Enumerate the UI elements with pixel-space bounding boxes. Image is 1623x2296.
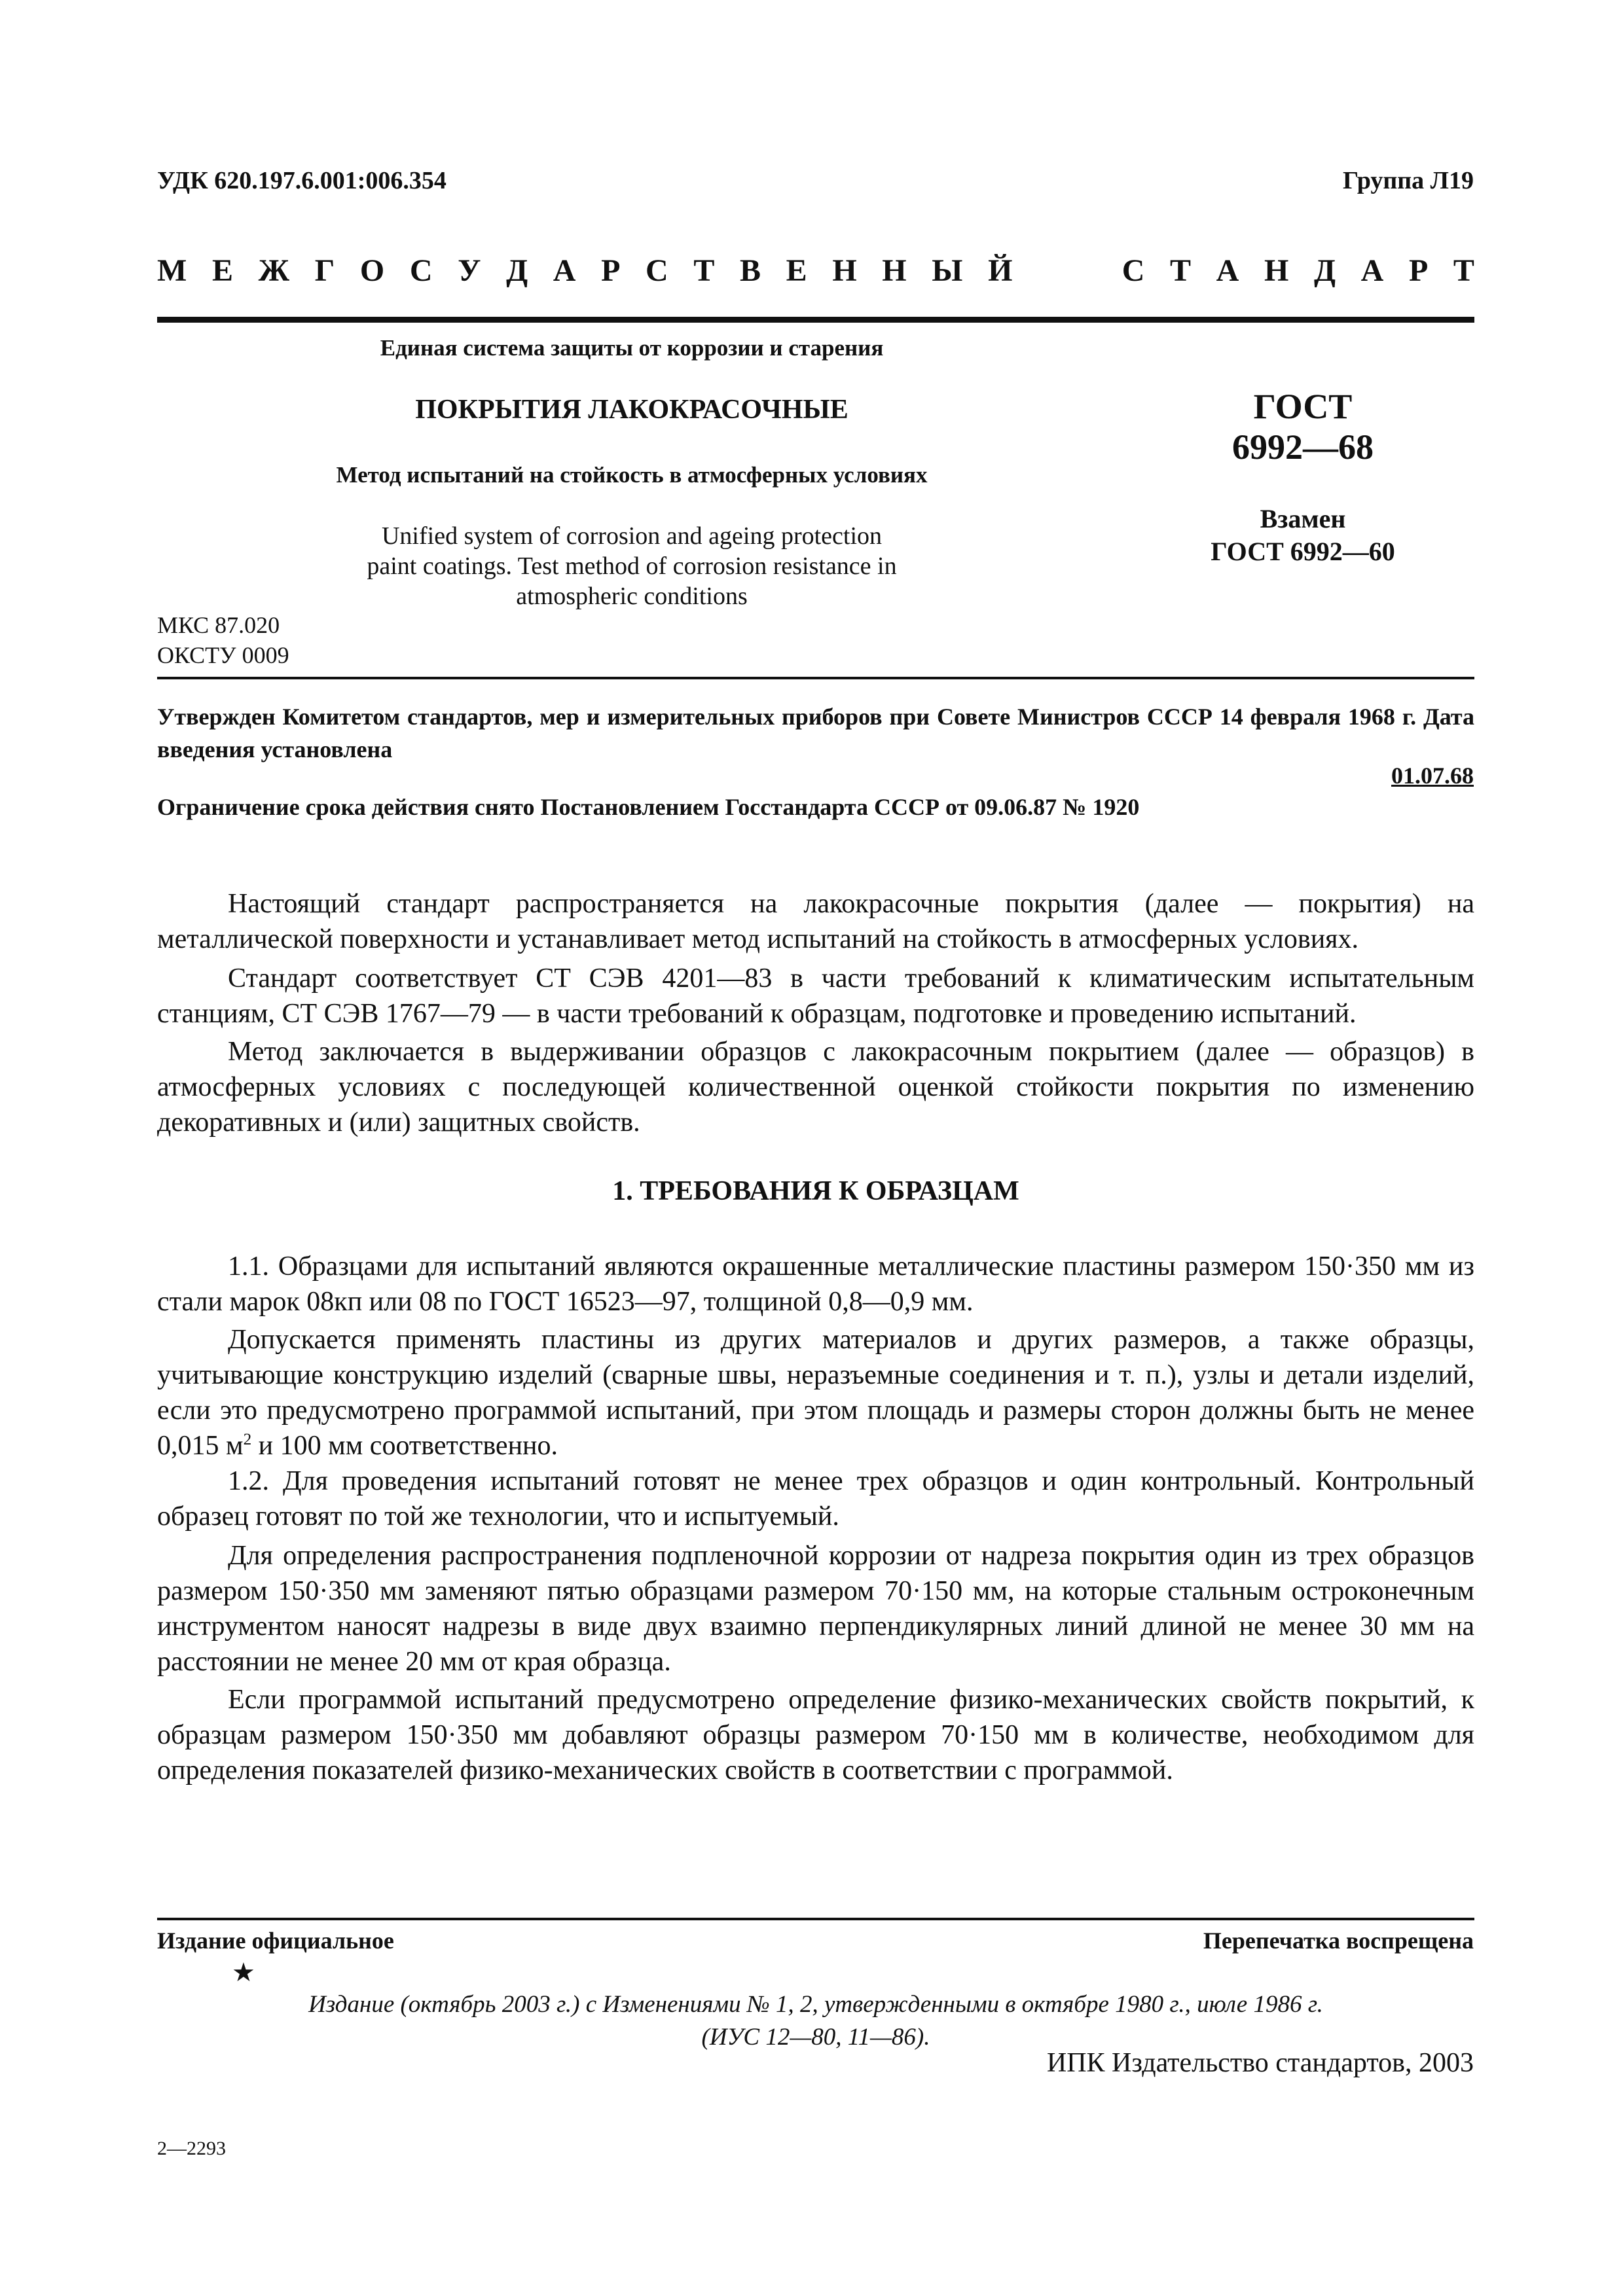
restriction-statement: Ограничение срока действия снято Постановлением Госстандарта СССР от 09.06.87 № 1920	[157, 794, 1140, 820]
banner-letter: Д	[1313, 253, 1336, 288]
banner-letter: Й	[988, 253, 1013, 288]
system-name: Единая система защиты от коррозии и старения	[380, 335, 884, 361]
document-title: ПОКРЫТИЯ ЛАКОКРАСОЧНЫЕ	[415, 395, 848, 425]
replaces-code: ГОСТ 6992—60	[1211, 537, 1395, 566]
banner-letter: Е	[786, 253, 807, 288]
gost-code: 6992—68	[1232, 427, 1374, 467]
banner-letter: Е	[211, 253, 233, 288]
english-title-line: Unified system of corrosion and ageing protection	[381, 522, 883, 550]
banner-letter: Т	[693, 253, 715, 288]
banner-letter: А	[553, 253, 576, 288]
banner-letter: Ж	[258, 253, 290, 288]
banner-letter: М	[157, 253, 187, 288]
paragraph-1-1: 1.1. Образцами для испытаний являются окрашенные металлические пластины размером 150·350 мм из стали марок 08кп или 08 по ГОСТ 16523—97, толщиной 0,8—0,9 мм.	[157, 1251, 1474, 1317]
udk-code: УДК 620.197.6.001:006.354	[157, 167, 447, 194]
banner-letter: Г	[314, 253, 335, 288]
gost-number	[1172, 386, 1434, 467]
star-icon: ★	[232, 1958, 255, 1987]
okstu-code: ОКСТУ 0009	[157, 642, 289, 668]
edition-note	[157, 1988, 1474, 2054]
replaces-block	[1172, 503, 1434, 568]
banner-letter: Д	[506, 253, 528, 288]
classification-codes	[157, 610, 289, 670]
footer-divider	[157, 1918, 1474, 1920]
paragraph-text: и 100 мм соответственно.	[251, 1431, 558, 1461]
english-title	[157, 521, 1106, 611]
gost-label: ГОСТ	[1253, 387, 1353, 426]
english-title-line: paint coatings. Test method of corrosion resistance in	[367, 552, 897, 580]
banner-letter: У	[458, 253, 481, 288]
banner-letter: Ы	[932, 253, 963, 288]
approval-statement: Утвержден Комитетом стандартов, мер и измерительных приборов при Совете Министров СССР 14 февраля 1968 г. Дата введения установлена	[157, 704, 1474, 762]
superscript: 2	[243, 1431, 252, 1448]
publisher: ИПК Издательство стандартов, 2003	[1046, 2048, 1474, 2078]
banner-letter: В	[740, 253, 761, 288]
paragraph-scope: Настоящий стандарт распространяется на лакокрасочные покрытия (далее — покрытия) на металлической поверхности и устанавливает метод испытаний на стойкость в атмосферных условиях.	[157, 889, 1474, 954]
banner-letter: С	[646, 253, 668, 288]
reprint-prohibited-label: Перепечатка воспрещена	[1203, 1928, 1474, 1954]
banner-letter: А	[1216, 253, 1239, 288]
banner-letter: О	[359, 253, 385, 288]
banner-gap	[1038, 253, 1097, 292]
edition-note-line: (ИУС 12—80, 11—86).	[701, 2024, 930, 2051]
paragraph-1-1-addendum	[157, 1322, 1474, 1463]
banner-letter: Н	[832, 253, 857, 288]
banner-letter: А	[1360, 253, 1384, 288]
banner-letter: Т	[1453, 253, 1474, 288]
mks-code: МКС 87.020	[157, 612, 280, 638]
banner-letter: С	[1122, 253, 1145, 288]
paragraph-text: Допускается применять пластины из других материалов и других размеров, а также образцы, учитывающие конструкцию изделий (сварные швы, неразъемные соединения и т. п.), узлы и детали изделий, если это предусмотрено программой испытаний, при этом площадь и размеры сторон должны быть не менее 0,015 м	[157, 1325, 1474, 1461]
banner-letter: Р	[601, 253, 621, 288]
method-subtitle: Метод испытаний на стойкость в атмосферных условиях	[336, 462, 928, 488]
introduction-date: 01.07.68	[1391, 762, 1474, 789]
paragraph-method: Метод заключается в выдерживании образцов с лакокрасочным покрытием (далее — образцов) в атмосферных условиях с последующей количественной оценкой стойкости покрытия по изменению декоративных и (или) защитных свойств.	[157, 1037, 1474, 1138]
group-code: Группа Л19	[1342, 167, 1474, 194]
interstate-standard-banner	[157, 253, 1474, 292]
section-heading: 1. ТРЕБОВАНИЯ К ОБРАЗЦАМ	[612, 1176, 1019, 1206]
banner-letter: Т	[1170, 253, 1192, 288]
banner-letter: Р	[1408, 253, 1429, 288]
print-code: 2—2293	[157, 2138, 226, 2159]
replaces-label: Взамен	[1260, 504, 1346, 533]
paragraph-1-2: 1.2. Для проведения испытаний готовят не менее трех образцов и один контрольный. Контрольный образец готовят по той же технологии, что и испытуемый.	[157, 1466, 1474, 1532]
banner-letter: С	[409, 253, 433, 288]
paragraph-compliance: Стандарт соответствует СТ СЭВ 4201—83 в части требований к климатическим испытательным станциям, СТ СЭВ 1767—79 — в части требований к образцам, подготовке и проведению испытаний.	[157, 963, 1474, 1029]
top-divider	[157, 317, 1474, 323]
banner-letter: Н	[1264, 253, 1289, 288]
paragraph-1-2-mechanical: Если программой испытаний предусмотрено определение физико-механических свойств покрытий, к образцам размером 150·350 мм добавляют образцы размером 70·150 мм в количестве, необходимом для определения показателей физико-механических свойств в соответствии с программой.	[157, 1685, 1474, 1785]
edition-note-line: Издание (октябрь 2003 г.) с Изменениями № 1, 2, утвержденными в октябре 1980 г., июле 1986 г.	[308, 1991, 1323, 2018]
middle-divider	[157, 677, 1474, 679]
paragraph-1-2-corrosion: Для определения распространения подпленочной коррозии от надреза покрытия один из трех образцов размером 150·350 мм заменяют пятью образцами размером 70·150 мм, на которые стальным остроконечным инструментом наносят надрезы в виде двух взаимно перпендикулярных линий длиной не менее 30 мм на расстоянии не менее 20 мм от края образца.	[157, 1541, 1474, 1677]
official-edition-label: Издание официальное	[157, 1928, 394, 1954]
english-title-line: atmospheric conditions	[516, 583, 748, 610]
banner-letter: Н	[882, 253, 907, 288]
